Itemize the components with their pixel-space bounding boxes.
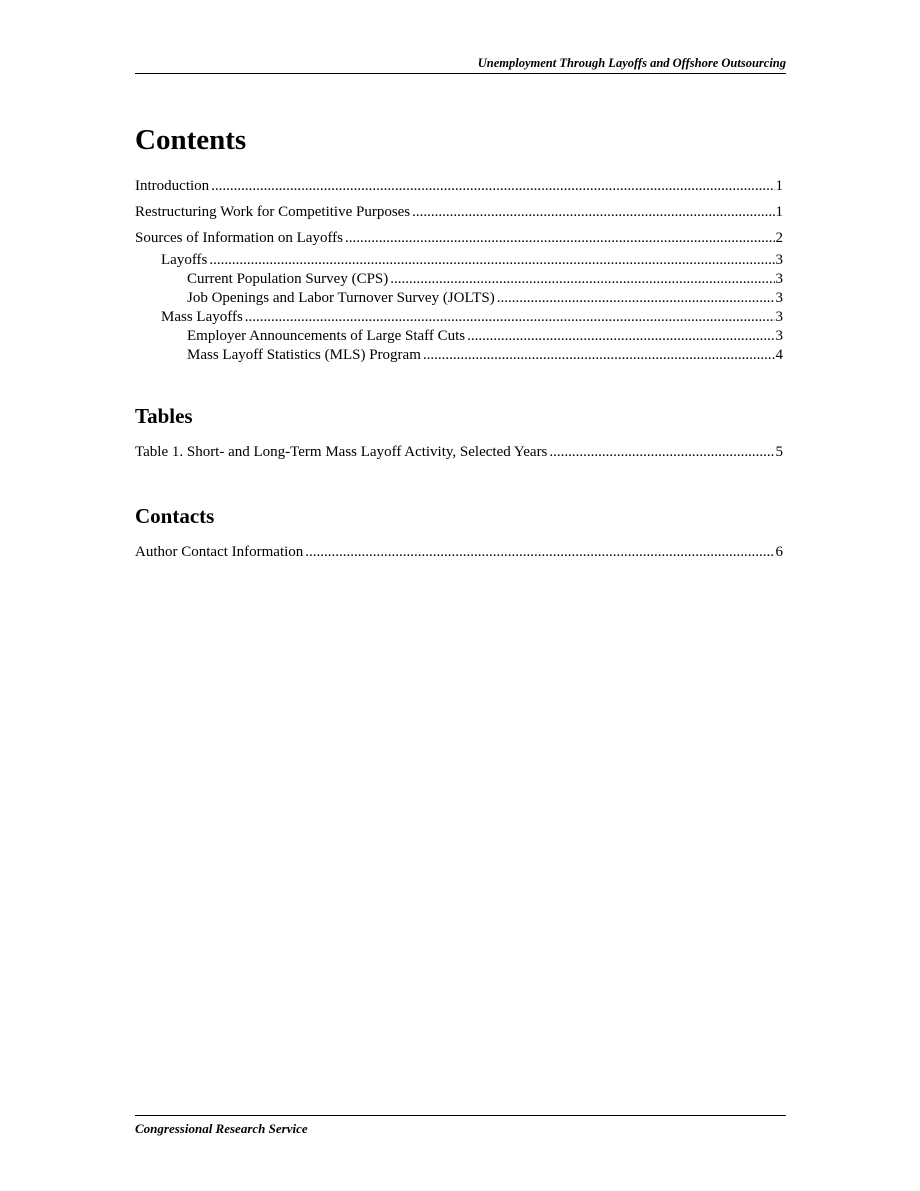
toc-entry-label: Mass Layoff Statistics (MLS) Program <box>187 347 421 363</box>
toc-entry-label: Current Population Survey (CPS) <box>187 271 389 287</box>
toc-dot-leader <box>211 173 774 199</box>
tables-list <box>135 439 783 465</box>
toc-entry-label: Employer Announcements of Large Staff Cuts <box>187 328 466 344</box>
toc-page-number: 3 <box>775 309 783 325</box>
toc-entry-label: Mass Layoffs <box>161 309 243 325</box>
toc-dot-leader <box>390 270 774 289</box>
toc-entry-author-contact[interactable] <box>135 539 783 565</box>
toc-entry-label: Job Openings and Labor Turnover Survey (JOLTS) <box>187 290 495 306</box>
contacts-list <box>135 539 783 565</box>
toc-page-number: 5 <box>775 444 783 460</box>
toc-dot-leader <box>497 289 775 308</box>
toc-entry-introduction[interactable] <box>135 173 783 199</box>
toc-dot-leader <box>345 225 774 251</box>
toc-page-number: 3 <box>775 271 783 287</box>
toc-entry-label: Introduction <box>135 178 210 194</box>
toc-entry-layoffs[interactable] <box>135 251 783 270</box>
toc-entry-label: Layoffs <box>161 252 208 268</box>
toc-entry-label: Restructuring Work for Competitive Purposes <box>135 204 411 220</box>
toc-entry-table-1[interactable] <box>135 439 783 465</box>
toc-page-number: 3 <box>775 252 783 268</box>
toc-entry-cps[interactable] <box>135 270 783 289</box>
toc-dot-leader <box>467 327 774 346</box>
toc-entry-restructuring-work[interactable] <box>135 199 783 225</box>
toc-page-number: 3 <box>775 290 783 306</box>
contents-title: Contents <box>135 124 247 156</box>
contents-list <box>135 173 783 365</box>
toc-page-number: 4 <box>775 347 783 363</box>
running-header: Unemployment Through Layoffs and Offshore Outsourcing <box>135 54 786 74</box>
contacts-title: Contacts <box>135 504 215 528</box>
toc-dot-leader <box>245 308 775 327</box>
toc-page-number: 3 <box>775 328 783 344</box>
toc-entry-sources-of-information[interactable] <box>135 225 783 251</box>
toc-dot-leader <box>305 539 774 565</box>
toc-entry-label: Sources of Information on Layoffs <box>135 230 344 246</box>
toc-page-number: 6 <box>775 544 783 560</box>
toc-entry-jolts[interactable] <box>135 289 783 308</box>
toc-dot-leader <box>423 346 775 365</box>
running-footer: Congressional Research Service <box>135 1115 786 1138</box>
toc-page-number: 1 <box>775 178 783 194</box>
toc-entry-employer-announcements[interactable] <box>135 327 783 346</box>
toc-entry-mls-program[interactable] <box>135 346 783 365</box>
toc-page-number: 2 <box>775 230 783 246</box>
toc-dot-leader <box>412 199 774 225</box>
tables-title: Tables <box>135 404 193 428</box>
toc-dot-leader <box>209 251 774 270</box>
toc-entry-label: Table 1. Short- and Long-Term Mass Layoff Activity, Selected Years <box>135 444 548 460</box>
toc-dot-leader <box>549 439 774 465</box>
toc-entry-mass-layoffs[interactable] <box>135 308 783 327</box>
toc-page-number: 1 <box>775 204 783 220</box>
toc-entry-label: Author Contact Information <box>135 544 304 560</box>
